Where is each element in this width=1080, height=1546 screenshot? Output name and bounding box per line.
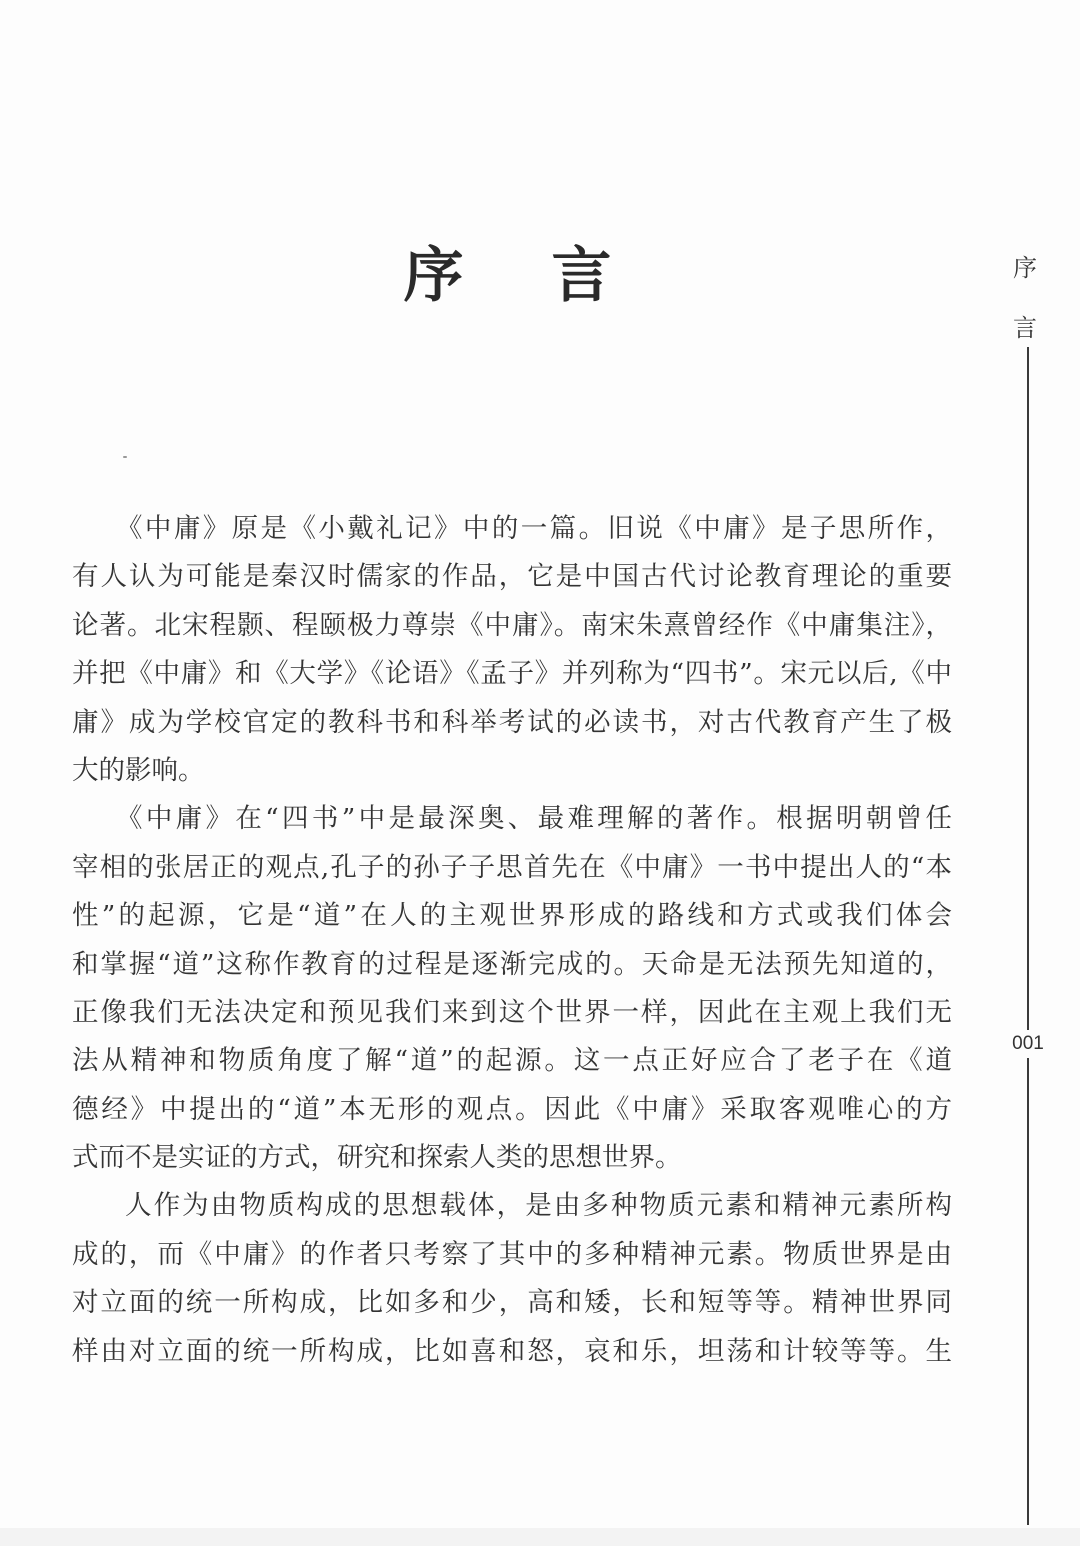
- p1-line-5: 庸》成为学校官定的教科书和科举考试的必读书，对古代教育产生了极: [72, 706, 952, 738]
- p3-line-1: 人作为由物质构成的思想载体，是由多种物质元素和精神元素所构: [125, 1190, 952, 1222]
- p2-line-2: 宰相的张居正的观点,孔子的孙子子思首先在《中庸》一书中提出人的“本: [72, 851, 952, 883]
- p3-line-3: 对立面的统一所构成，比如多和少，高和矮，长和短等等。精神世界同: [72, 1287, 952, 1319]
- page-title: [0, 228, 1015, 314]
- p2-line-6: 法从精神和物质角度了解“道”的起源。这一点正好应合了老子在《道: [72, 1045, 952, 1077]
- running-header-char-1: 序: [1013, 254, 1037, 282]
- title-char-2: 言: [551, 241, 612, 311]
- page-number: 001: [1003, 1030, 1053, 1058]
- p2-line-4: 和掌握“道”这称作教育的过程是逐渐完成的。天命是无法预先知道的，: [72, 948, 952, 980]
- running-header-vertical: [1010, 238, 1040, 358]
- running-header-char-2: 言: [1013, 314, 1037, 342]
- p2-line-1: 《中庸》在“四书”中是最深奥、最难理解的著作。根据明朝曾任: [116, 803, 952, 835]
- p1-line-6: 大的影响。: [72, 754, 205, 786]
- margin-rule: [1027, 347, 1029, 1525]
- p2-line-8: 式而不是实证的方式，研究和探索人类的思想世界。: [72, 1142, 682, 1174]
- p1-line-1: 《中庸》原是《小戴礼记》中的一篇。旧说《中庸》是子思所作，: [116, 513, 952, 544]
- scan-speck: [123, 456, 127, 458]
- p1-line-4: 并把《中庸》和《大学》《论语》《孟子》并列称为“四书”。宋元以后,《中: [72, 658, 952, 690]
- p1-line-2: 有人认为可能是秦汉时儒家的作品，它是中国古代讨论教育理论的重要: [72, 561, 952, 593]
- title-char-1: 序: [403, 241, 464, 311]
- body-text: [72, 505, 952, 1376]
- p3-line-4: 样由对立面的统一所构成，比如喜和怒，哀和乐，坦荡和计较等等。生: [72, 1335, 952, 1367]
- p1-line-3: 论著。北宋程颢、程颐极力尊崇《中庸》。南宋朱熹曾经作《中庸集注》，: [72, 609, 952, 641]
- p2-line-3: 性”的起源，它是“道”在人的主观世界形成的路线和方式或我们体会: [72, 900, 952, 932]
- p2-line-7: 德经》中提出的“道”本无形的观点。因此《中庸》采取客观唯心的方: [72, 1093, 952, 1125]
- p2-line-5: 正像我们无法决定和预见我们来到这个世界一样，因此在主观上我们无: [72, 996, 952, 1028]
- p3-line-2: 成的，而《中庸》的作者只考察了其中的多种精神元素。物质世界是由: [72, 1238, 952, 1270]
